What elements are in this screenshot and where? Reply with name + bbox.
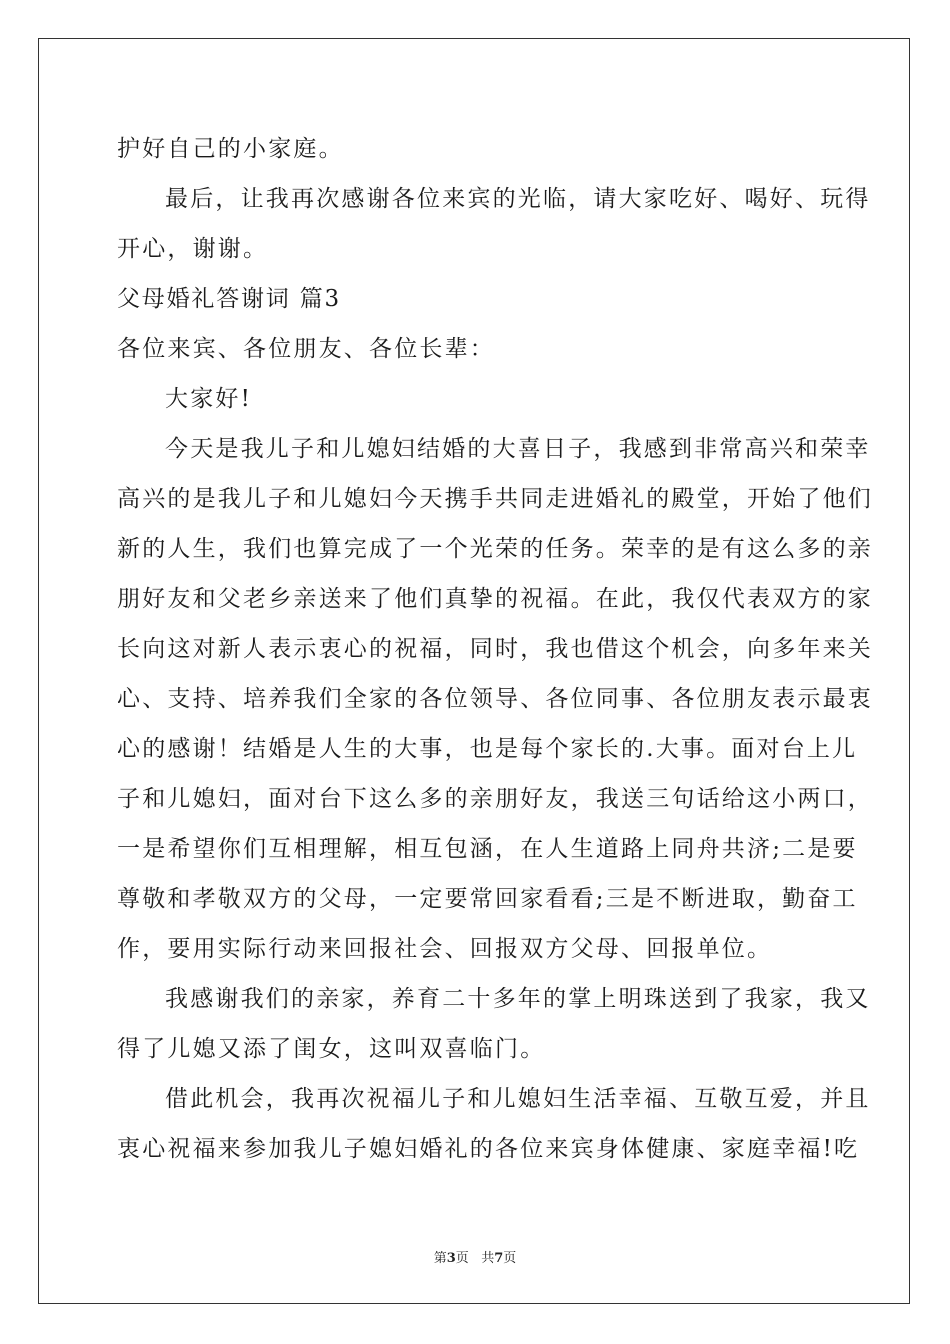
body-line: 借此机会，我再次祝福儿子和儿媳妇生活幸福、互敬互爱，并且	[165, 1086, 871, 1112]
body-line: 我感谢我们的亲家，养育二十多年的掌上明珠送到了我家，我又	[165, 986, 871, 1012]
body-line: 朋好友和父老乡亲送来了他们真挚的祝福。在此，我仅代表双方的家	[117, 586, 873, 612]
document-body	[117, 124, 873, 1174]
body-line: 衷心祝福来参加我儿子媳妇婚礼的各位来宾身体健康、家庭幸福!吃	[117, 1136, 860, 1162]
body-line: 得了儿媳又添了闺女，这叫双喜临门。	[117, 1036, 546, 1062]
page-mid: 页 共	[455, 1251, 495, 1266]
body-line: 开心，谢谢。	[117, 236, 269, 262]
page-footer	[0, 1247, 950, 1266]
body-line: 今天是我儿子和儿媳妇结婚的大喜日子，我感到非常高兴和荣幸	[165, 436, 871, 462]
page-prefix: 第	[433, 1251, 447, 1266]
salutation: 各位来宾、各位朋友、各位长辈：	[117, 336, 495, 362]
body-line: 尊敬和孝敬双方的父母，一定要常回家看看;三是不断进取，勤奋工	[117, 886, 858, 912]
body-line: 一是希望你们互相理解，相互包涵，在人生道路上同舟共济;二是要	[117, 836, 858, 862]
greeting: 大家好!	[165, 386, 253, 412]
body-line: 作，要用实际行动来回报社会、回报双方父母、回报单位。	[117, 936, 773, 962]
body-line: 长向这对新人表示衷心的祝福，同时，我也借这个机会，向多年来关	[117, 636, 873, 662]
total-pages-number: 7	[494, 1251, 504, 1266]
body-line: 心、支持、培养我们全家的各位领导、各位同事、各位朋友表示最衷	[117, 686, 873, 712]
body-line: 最后，让我再次感谢各位来宾的光临，请大家吃好、喝好、玩得	[165, 186, 871, 212]
page-suffix: 页	[503, 1251, 517, 1266]
body-line: 心的感谢！结婚是人生的大事，也是每个家长的.大事。面对台上儿	[117, 736, 858, 762]
body-line: 高兴的是我儿子和儿媳妇今天携手共同走进婚礼的殿堂，开始了他们	[117, 486, 873, 512]
current-page-number: 3	[446, 1251, 456, 1266]
body-line: 子和儿媳妇，面对台下这么多的亲朋好友，我送三句话给这小两口，	[117, 786, 873, 812]
body-line: 新的人生，我们也算完成了一个光荣的任务。荣幸的是有这么多的亲	[117, 536, 873, 562]
body-line: 护好自己的小家庭。	[117, 136, 344, 162]
section-heading: 父母婚礼答谢词 篇3	[117, 286, 341, 312]
